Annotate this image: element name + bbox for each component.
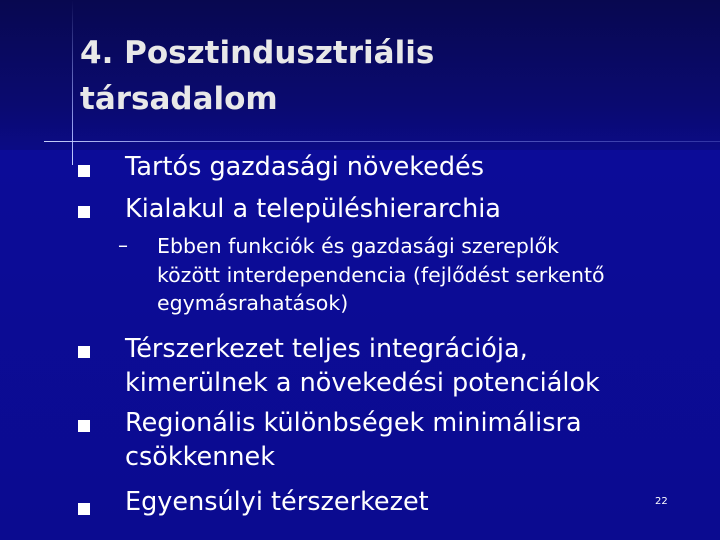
sub-bullet-line: Ebben funkciók és gazdasági szereplők	[157, 234, 560, 258]
bullet-line: kimerülnek a növekedési potenciálok	[125, 368, 600, 398]
bullet-item	[125, 485, 695, 519]
bullet-line: csökkennek	[125, 442, 275, 472]
bullet-item	[125, 406, 695, 474]
square-bullet-icon	[78, 206, 90, 218]
square-bullet-icon	[78, 420, 90, 432]
bullet-item	[125, 150, 695, 184]
page-number: 22	[655, 496, 668, 507]
sub-bullet-item	[157, 232, 702, 318]
bullet-line: Regionális különbségek minimálisra	[125, 408, 582, 438]
bullet-item	[125, 332, 695, 400]
bullet-line: Tartós gazdasági növekedés	[125, 152, 485, 182]
bullet-line: Térszerkezet teljes integrációja,	[125, 334, 528, 364]
square-bullet-icon	[78, 503, 90, 515]
sub-bullet-line: között interdependencia (fejlődést serkentő	[157, 262, 605, 287]
title-line: társadalom	[80, 81, 278, 117]
square-bullet-icon	[78, 346, 90, 358]
square-bullet-icon	[78, 165, 90, 177]
sub-bullet-line: egymásrahatások)	[157, 291, 349, 315]
dash-bullet-icon: –	[118, 233, 128, 257]
bullet-line: Kialakul a településhierarchia	[125, 194, 501, 224]
title-line: 4. Posztindusztriális	[80, 35, 435, 71]
bullet-line: Egyensúlyi térszerkezet	[125, 487, 429, 517]
bullet-item	[125, 192, 695, 226]
